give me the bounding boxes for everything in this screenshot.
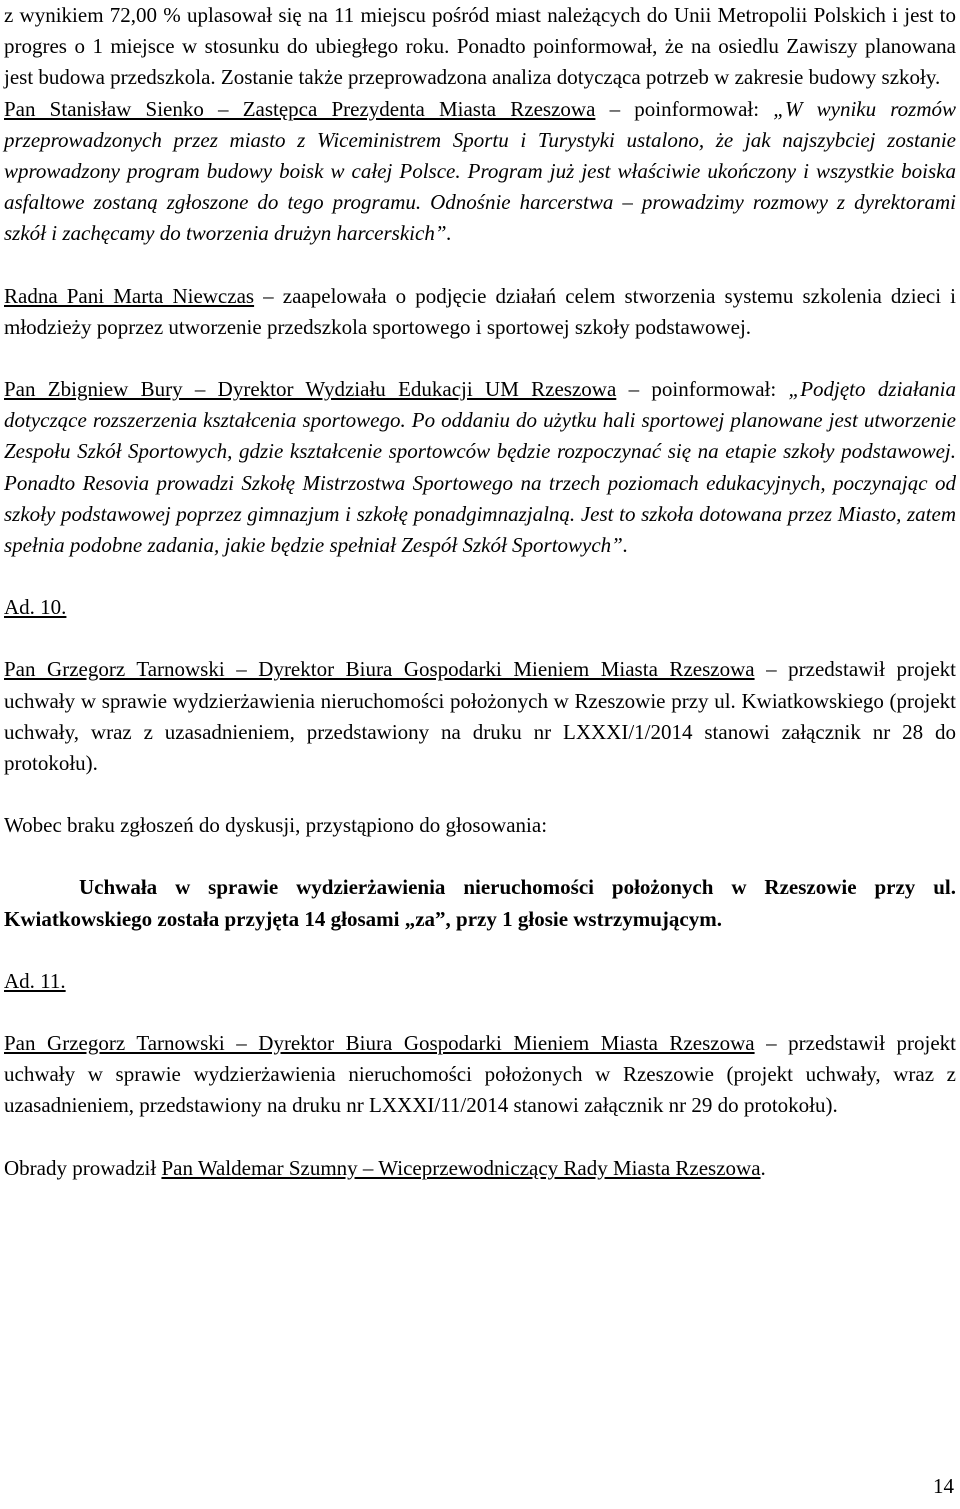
speaker-verb: – poinformował:: [616, 377, 789, 402]
paragraph-bury: [4, 374, 956, 561]
speaker-name: Pan Grzegorz Tarnowski – Dyrektor Biura Gospodarki Mieniem Miasta Rzeszowa: [4, 1031, 755, 1056]
speaker-name: Pan Grzegorz Tarnowski – Dyrektor Biura Gospodarki Mieniem Miasta Rzeszowa: [4, 657, 755, 682]
speaker-name: Pan Stanisław Sienko – Zastępca Prezydenta Miasta Rzeszowa: [4, 96, 596, 121]
page-number: 14: [933, 1474, 954, 1498]
agenda-item-11: Ad. 11.: [4, 968, 66, 993]
speaker-verb: – poinformował:: [595, 96, 774, 121]
agenda-item-heading: [4, 966, 956, 997]
paragraph-tarnowski-2: [4, 1028, 956, 1122]
paragraph-voting-intro: Wobec braku zgłoszeń do dyskusji, przystąpiono do głosowania:: [4, 813, 548, 838]
document-page: [4, 0, 956, 1184]
resolution-result: Uchwała w sprawie wydzierżawienia nieruchomości położonych w Rzeszowie przy ul. Kwiatkowskiego została przyjęta 14 głosami „za”, przy 1 głosie wstrzymującym.: [4, 875, 956, 931]
paragraph-tarnowski-1: [4, 654, 956, 779]
speaker-name: Pan Zbigniew Bury – Dyrektor Wydziału Edukacji UM Rzeszowa: [4, 377, 617, 402]
agenda-item-heading: [4, 592, 956, 623]
agenda-item-10: Ad. 10.: [4, 595, 67, 620]
paragraph-chair: [4, 1153, 956, 1184]
paragraph-ranking: z wynikiem 72,00 % uplasował się na 11 miejscu pośród miast należących do Unii Metropolii Polskich i jest to progres o 1 miejsce w stosunku do ubiegłego roku. Ponadto poinformował, że na osiedlu Zawiszy planowana jest budowa przedszkola. Zostanie także przeprowadzona analiza dotycząca potrzeb w zakresie budowy szkoły.: [4, 3, 956, 90]
statement-text: – zaapelowała o podjęcie działań celem stworzenia systemu szkolenia dzieci i młodzieży poprzez utworzenie przedszkola sportowego i sportowej szkoły podstawowej.: [4, 283, 956, 339]
speaker-name: Radna Pani Marta Niewczas: [4, 283, 255, 308]
statement-text: – przedstawił projekt uchwały w sprawie wydzierżawienia nieruchomości położonych w Rzeszowie (projekt uchwały, wraz z uzasadnieniem, przedstawiony na druku nr LXXXI/11/2014 stanowi załącznik nr 29 do protokołu).: [4, 1031, 957, 1118]
speaker-name: Pan Waldemar Szumny – Wiceprzewodniczący Rady Miasta Rzeszowa: [161, 1155, 761, 1180]
quote-text: „W wyniku rozmów przeprowadzonych przez miasto z Wiceministrem Sportu i Turystyki ustalono, że jak najszybciej zostanie wprowadzony program budowy boisk w całej Polsce. Program już jest właściwie ukończony i wszystkie boiska asfaltowe zostaną zgłoszone do tego programu. Odnośnie harcerstwa – prowadzimy rozmowy z dyrektorami szkół i zachęcamy do tworzenia drużyn harcerskich”.: [4, 96, 957, 246]
lead-text: Obrady prowadził: [4, 1155, 162, 1180]
paragraph-sienko: [4, 94, 956, 250]
paragraph-niewczas: [4, 281, 956, 343]
end-punctuation: .: [760, 1155, 766, 1180]
quote-text: „Podjęto działania dotyczące rozszerzenia kształcenia sportowego. Po oddaniu do użytku hali sportowej planowane jest utworzenie Zespołu Szkół Sportowych, gdzie kształcenie sportowców będzie rozpoczynać się na etapie szkoły podstawowej. Ponadto Resovia prowadzi Szkołę Mistrzostwa Sportowego na trzech poziomach edukacyjnych, poczynając od szkoły podstawowej poprzez gimnazjum i szkołę ponadgimnazjalną. Jest to szkoła dotowana przez Miasto, zatem spełnia podobne zadania, jakie będzie spełniał Zespół Szkół Sportowych”.: [4, 377, 956, 558]
statement-text: – przedstawił projekt uchwały w sprawie wydzierżawienia nieruchomości położonych w Rzeszowie przy ul. Kwiatkowskiego (projekt uchwały, wraz z uzasadnieniem, przedstawiony na druku nr LXXXI/1/2014 stanowi załącznik nr 28 do protokołu).: [4, 657, 957, 776]
